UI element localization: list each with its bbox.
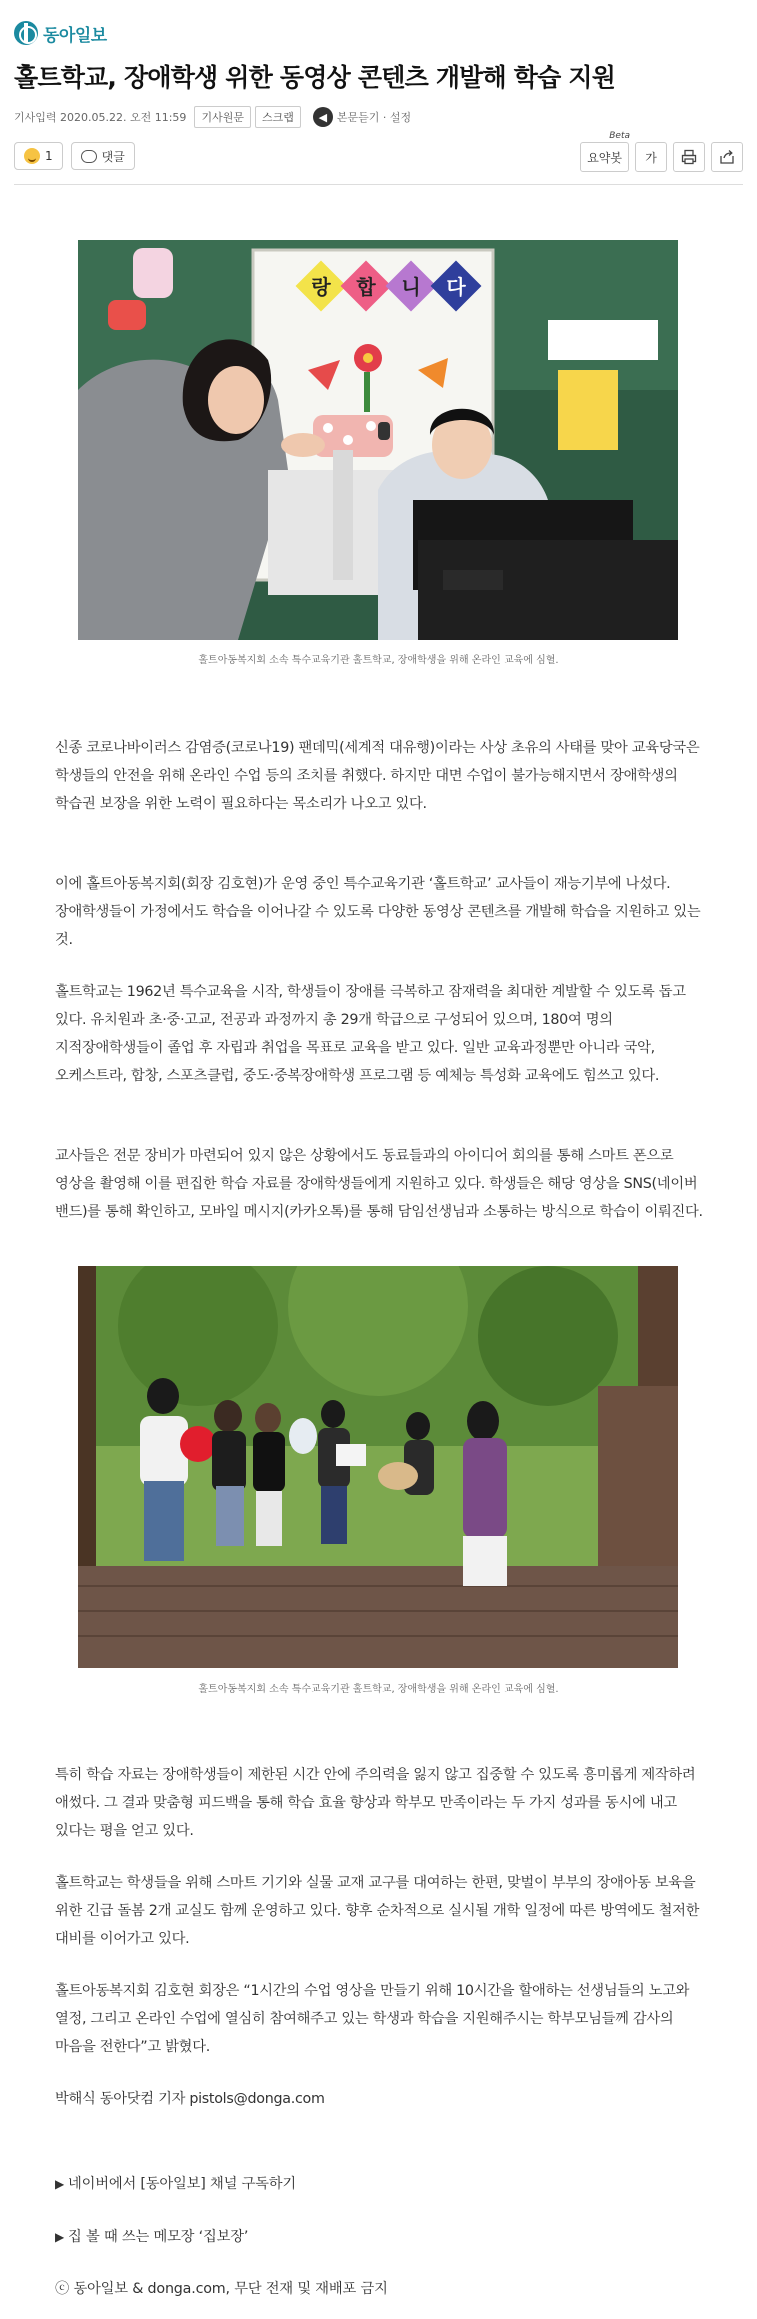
brand-name[interactable]: 동아일보 bbox=[43, 25, 107, 46]
article-tools bbox=[574, 131, 743, 172]
card-letter-3: 니 bbox=[401, 275, 421, 299]
reactions-bar bbox=[14, 142, 143, 170]
donga-logo-icon[interactable] bbox=[14, 21, 38, 45]
card-letter-4: 다 bbox=[446, 275, 466, 299]
body-paragraph: 홀트학교는 1962년 특수교육을 시작, 학생들이 장애를 극복하고 잠재력을 최대한 계발할 수 있도록 돕고 있다. 유치원과 초·중·고교, 전공과 과정까지 총 29개 학급으로 구성되어 있으며, 180여 명의 지적장애학생들이 졸업 후 자립과 취업을 목표로 교육을 받고 있다. 일반 교육과정뿐만 아니라 국악, 오케스트라, 합창, 스포츠클럽, 중도·중복장애학생 프로그램 등 예체능 특성화 교육에도 힘쓰고 있다. bbox=[55, 984, 686, 1084]
article-meta bbox=[14, 106, 411, 128]
article-photo-1 bbox=[78, 240, 678, 640]
listen-label: 본문듣기 · 설정 bbox=[336, 111, 412, 124]
photo-1-caption: 홀트아동복지회 소속 특수교육기관 홀트학교, 장애학생을 위해 온라인 교육에 심혈. bbox=[198, 655, 559, 666]
print-button[interactable] bbox=[673, 142, 705, 172]
article-date: 기사입력 2020.05.22. 오전 11:59 bbox=[14, 111, 187, 124]
like-count: 1 bbox=[45, 149, 53, 163]
print-icon bbox=[681, 149, 697, 165]
photo-outdoor-concert bbox=[78, 1266, 678, 1668]
subscribe-label: 네이버에서 [동아일보] 채널 구독하기 bbox=[68, 2176, 296, 2192]
body-paragraph: 교사들은 전문 장비가 마련되어 있지 않은 상황에서도 동료들과의 아이디어 회의를 통해 스마트 폰으로 영상을 촬영해 이를 편집한 학습 자료를 장애학생들에게 지원하고 있다. 학생들은 해당 영상을 SNS(네이버 밴드)를 통해 확인하고, 모바일 메시지(카카오톡)를 통해 담임선생님과 소통하는 방식으로 학습이 이뤄진다. bbox=[55, 1148, 703, 1220]
photo-2-caption: 홀트아동복지회 소속 특수교육기관 홀트학교, 장애학생을 위해 온라인 교육에 심혈. bbox=[198, 1684, 559, 1695]
share-button[interactable] bbox=[711, 142, 743, 172]
summary-label: 요약봇 bbox=[587, 150, 622, 165]
triangle-right-icon: ▶ bbox=[55, 2230, 65, 2244]
comment-label: 댓글 bbox=[101, 149, 125, 164]
article-headline: 홀트학교, 장애학생 위한 동영상 콘텐츠 개발해 학습 지원 bbox=[14, 63, 616, 92]
body-paragraph: 신종 코로나바이러스 감염증(코로나19) 팬데믹(세계적 대유행)이라는 사상 초유의 사태를 맞아 교육당국은 학생들의 안전을 위해 온라인 수업 등의 조치를 취했다. 하지만 대면 수업이 불가능해지면서 장애학생의 학습권 보장을 위한 노력이 필요하다는 목소리가 나오고 있다. bbox=[55, 740, 700, 812]
font-size-button[interactable] bbox=[635, 142, 667, 172]
font-label: 가 bbox=[645, 150, 657, 165]
card-letter-2: 합 bbox=[356, 275, 376, 299]
reporter-byline: 박해식 동아닷컴 기자 pistols@donga.com bbox=[55, 2091, 325, 2107]
body-paragraph: 홀트아동복지회 김호현 회장은 “1시간의 수업 영상을 만들기 위해 10시간을 할애하는 선생님들의 노고와 열정, 그리고 온라인 수업에 열심히 참여해주고 있는 학생과 학습을 지원해주시는 학부모님들께 감사의 마음을 전한다”고 밝혔다. bbox=[55, 1983, 690, 2055]
share-icon bbox=[719, 149, 735, 165]
original-article-button[interactable]: 기사원문 bbox=[194, 106, 251, 128]
listen-button[interactable] bbox=[313, 107, 411, 127]
triangle-right-icon: ▶ bbox=[55, 2177, 65, 2191]
body-paragraph: 홀트학교는 학생들을 위해 스마트 기기와 실물 교재 교구를 대여하는 한편, 맞벌이 부부의 장애아동 보육을 위한 긴급 돌봄 2개 교실도 함께 운영하고 있다. 향후 순차적으로 실시될 개학 일정에 따른 방역에도 철저한 대비를 이어가고 있다. bbox=[55, 1875, 700, 1947]
speaker-icon: ◀ bbox=[313, 107, 333, 127]
body-paragraph: 이에 홀트아동복지회(회장 김호현)가 운영 중인 특수교육기관 ‘홀트학교’ 교사들이 재능기부에 나섰다. 장애학생들이 가정에서도 학습을 이어나갈 수 있도록 다양한 동영상 콘텐츠를 개발해 학습을 지원하고 있는 것. bbox=[55, 876, 701, 948]
subscribe-link[interactable] bbox=[55, 2173, 296, 2193]
photo-classroom bbox=[78, 240, 678, 640]
summary-bot-button[interactable] bbox=[580, 131, 630, 172]
scrap-button[interactable]: 스크랩 bbox=[255, 106, 301, 128]
memo-link[interactable] bbox=[55, 2226, 248, 2246]
header-divider bbox=[14, 184, 743, 185]
card-letter-1: 랑 bbox=[311, 275, 331, 299]
copyright-notice: ⓒ 동아일보 & donga.com, 무단 전재 및 재배포 금지 bbox=[55, 2281, 388, 2297]
comment-button[interactable] bbox=[71, 142, 135, 170]
comment-bubble-icon bbox=[81, 150, 97, 163]
smile-emoji-icon bbox=[24, 148, 40, 164]
beta-label: Beta bbox=[609, 131, 630, 141]
site-header bbox=[14, 20, 107, 46]
body-paragraph: 특히 학습 자료는 장애학생들이 제한된 시간 안에 주의력을 잃지 않고 집중할 수 있도록 흥미롭게 제작하려 애썼다. 그 결과 맞춤형 피드백을 통해 학습 효율 향상과 학부모 만족이라는 두 가지 성과를 동시에 내고 있다는 평을 얻고 있다. bbox=[55, 1767, 696, 1839]
like-button[interactable] bbox=[14, 142, 63, 170]
memo-label: 집 볼 때 쓰는 메모장 ‘집보장’ bbox=[68, 2229, 249, 2245]
article-photo-2 bbox=[78, 1266, 678, 1668]
